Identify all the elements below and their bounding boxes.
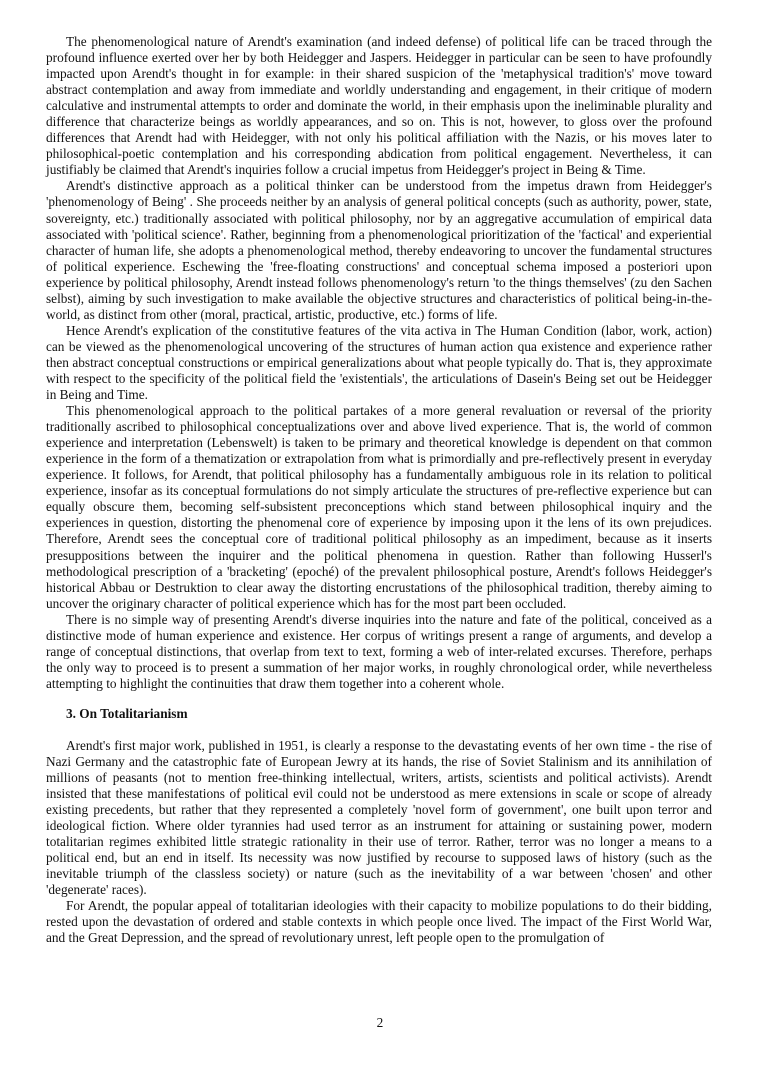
body-paragraph: There is no simple way of presenting Arendt's diverse inquiries into the nature and fate of the political, conceived as a distinctive mode of human experience and existence. Her corpus of writings present a range of arguments, and develop a range of conceptual distinctions, that overlap from text to text, forming a web of inter-related excurses. Therefore, perhaps the only way to proceed is to present a summation of her major works, in roughly chronological order, while nevertheless attempting to highlight the continuities that draw them together into a coherent whole. [46, 611, 712, 691]
body-paragraph: Arendt's first major work, published in 1951, is clearly a response to the devastating events of her own time - the rise of Nazi Germany and the catastrophic fate of European Jewry at its hands, the rise of Soviet Stalinism and its annihilation of millions of peasants (not to mention free-thinking intellectual, writers, artists, scientists and political activists). Arendt insisted that these manifestations of political evil could not be understood as mere extensions in scale or scope of already existing precedents, but rather that they represented a completely 'novel form of government', one built upon terror and ideological fiction. Where older tyrannies had used terror as an instrument for attaining or sustaining power, modern totalitarian regimes exhibited little strategic rationality in their use of terror. Rather, terror was no longer a means to a political end, but an end in itself. Its necessity was now justified by recourse to supposed laws of history (such as the inevitable triumph of the classless society) or nature (such as the inevitability of a war between 'chosen' and other 'degenerate' races). [46, 737, 712, 898]
body-paragraph: Hence Arendt's explication of the constitutive features of the vita activa in The Human Condition (labor, work, action) can be viewed as the phenomenological uncovering of the structures of human action qua existence and experience rather then abstract conceptual constructions or empirical generalizations about what people typically do. That is, they approximate with respect to the specificity of the political field the 'existentials', the articulations of Dasein's Being set out be Heidegger in Being and Time. [46, 322, 712, 403]
page-number: 2 [376, 1015, 384, 1030]
section-heading: 3. On Totalitarianism [66, 705, 188, 721]
body-paragraph: The phenomenological nature of Arendt's examination (and indeed defense) of political life can be traced through the profound influence exerted over her by both Heidegger and Jaspers. Heidegger in particular can be seen to have profoundly impacted upon Arendt's thought in for example: in their shared suspicion of the 'metaphysical tradition's' move toward abstract contemplation and away from immediate and worldly understanding and engagement, in their critique of modern calculative and instrumental attempts to order and dominate the world, in their emphasis upon the ineliminable plurality and difference that characterize beings as worldly appearances, and so on. This is not, however, to gloss over the profound differences that Arendt had with Heidegger, with not only his political affiliation with the Nazis, or his moves later to philosophical-poetic contemplation and his corresponding abdication from political engagement. Nevertheless, it can justifiably be claimed that Arendt's inquiries follow a crucial impetus from Heidegger's project in Being & Time. [46, 34, 712, 178]
body-paragraph: For Arendt, the popular appeal of totalitarian ideologies with their capacity to mobilize populations to do their bidding, rested upon the devastation of ordered and stable contexts in which people once lived. The impact of the First World War, and the Great Depression, and the spread of revolutionary unrest, left people open to the promulgation of [46, 898, 712, 946]
document-page [46, 34, 712, 947]
body-paragraph: This phenomenological approach to the political partakes of a more general revaluation or reversal of the priority traditionally ascribed to philosophical conceptualizations over and above lived experience. That is, the world of common experience and interpretation (Lebenswelt) is taken to be primary and theoretical knowledge is dependent on that common experience in the form of a thematization or extrapolation from what is primordially and pre-reflectively present in everyday experience. It follows, for Arendt, that political philosophy has a fundamentally ambiguous role in its relation to political experience, insofar as its conceptual formulations do not simply articulate the structures of pre-reflective experience but can equally obscure them, becoming self-subsistent preconceptions which stand between philosophical inquiry and the experiences in question, distorting the phenomenal core of experience by imposing upon it the lens of its own prejudices. Therefore, Arendt sees the conceptual core of traditional political philosophy as an impediment, because as it inserts presuppositions between the inquirer and the political phenomena in question. Rather than following Husserl's methodological prescription of a 'bracketing' (epoché) of the prevalent philosophical posture, Arendt's follows Heidegger's historical Abbau or Destruktion to clear away the distorting encrustations of the philosophical tradition, thereby aiming to uncover the originary character of political experience which has for the most part been occluded. [46, 403, 712, 611]
body-paragraph: Arendt's distinctive approach as a political thinker can be understood from the impetus drawn from Heidegger's 'phenomenology of Being' . She proceeds neither by an analysis of general political concepts (such as authority, power, state, sovereignty, etc.) traditionally associated with political philosophy, nor by an aggregative accumulation of empirical data associated with 'political science'. Rather, beginning from a phenomenological prioritization of the 'factical' and experiential character of human life, she adopts a phenomenological method, thereby endeavoring to uncover the fundamental structures of political experience. Eschewing the 'free-floating constructions' and conceptual schema imposed a posteriori upon experience by political philosophy, Arendt instead follows phenomenology's return 'to the things themselves' (zu den Sachen selbst), aiming by such investigation to make available the objective structures and characteristics of political being-in-the-world, as distinct from other (moral, practical, artistic, productive, etc.) forms of life. [46, 178, 712, 322]
